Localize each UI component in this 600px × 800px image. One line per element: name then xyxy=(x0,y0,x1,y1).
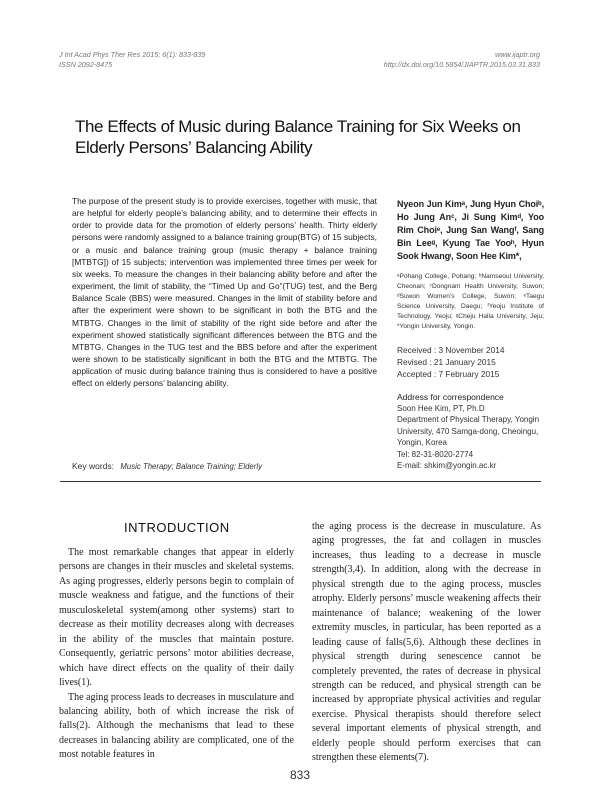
correspondence-name: Soon Hee Kim, PT, Ph.D xyxy=(397,403,485,413)
correspondence-title: Address for correspondence xyxy=(397,391,504,402)
article-title: The Effects of Music during Balance Training for Six Weeks on Elderly Persons’ Balancing Ability xyxy=(75,117,521,157)
introduction-heading: INTRODUCTION xyxy=(124,520,230,535)
correspondence-department: Department of Physical Therapy, Yongin University, 470 Samga-dong, Cheoingu, Yongin, Korea xyxy=(397,415,540,448)
revised-date: Revised : 21 January 2015 xyxy=(397,356,496,367)
correspondence-block xyxy=(397,392,544,472)
page-number: 833 xyxy=(289,768,311,782)
keywords xyxy=(72,461,262,472)
journal-header-right xyxy=(384,50,540,70)
body-paragraph: the aging process is the decrease in musculature. As aging progresses, the fat and collagen in muscles increases, thus leading to a decrease in muscle strength(3,4). In addition, along with the decrease in physical strength due to the aging process, muscles atrophy. Elderly persons’ muscle weakening affects their maintenance of balance; weakening of the lower extremity muscles, in particular, has been reported as a leading cause of falls(5,6). Although these declines in physical strength during senescence cannot be completely prevented, the rates of decrease in physical strength can be reduced, and physical strength can be increased by appropriate physical activities and regular exercise. Physical therapists should therefore select several important elements of physical strength, and elderly people should perform exercises that can strengthen these elements(7). xyxy=(312,521,541,764)
author-list: Nyeon Jun Kimᵃ, Jung Hyun Choiᵇ, Ho Jung Anᶜ, Ji Sung Kimᵈ, Yoo Rim Choiᵉ, Jung San Wangᶠ, Sang Bin Leeᵍ, Kyung Tae Yooʰ, Hyun Sook Hwangᶦ, Soon Hee Kim*, xyxy=(397,199,544,261)
journal-url[interactable]: www.ijaptr.org xyxy=(495,50,540,59)
journal-header-left xyxy=(59,50,205,70)
article-dates xyxy=(397,344,544,380)
journal-issn: ISSN 2092-8475 xyxy=(59,60,113,69)
section-divider xyxy=(60,481,541,482)
body-column-left xyxy=(59,546,294,763)
article-info-column xyxy=(397,198,544,471)
keywords-value: Music Therapy; Balance Training; Elderly xyxy=(120,462,262,471)
body-paragraph: The aging process leads to decreases in musculature and balancing ability, both of which increase the risk of falls(2). Although the mechanisms that lead to these decreases in balancing ability are complicated, one of the most notable features in xyxy=(59,691,294,761)
correspondence-email[interactable]: E-mail: shkim@yongin.ac.kr xyxy=(397,460,497,470)
accepted-date: Accepted : 7 February 2015 xyxy=(397,368,500,379)
journal-citation: J Int Acad Phys Ther Res 2015; 6(1): 833-839 xyxy=(59,50,206,59)
body-column-right xyxy=(312,520,541,766)
article-doi[interactable]: http://dx.doi.org/10.5854/JIAPTR.2015.03.31.833 xyxy=(383,60,540,69)
abstract-text: The purpose of the present study is to provide exercises, together with music, that are helpful for elderly people’s balancing ability, and to determine their effects in order to provide data for the promotion of elderly persons’ health. Thirty elderly persons were randomly assigned to a balance training group(BTG) of 15 subjects, or a music and balance training group (music therapy + balance training [MTBTG]) of 15 subjects; intervention was implemented three times per week for six weeks. To measure the changes in their balancing ability before and after the experiment, the limit of stability, the “Timed Up and Go”(TUG) test, and the Berg Balance Scale (BBS) were measured. Changes in the limit of stability before and after the experiment were shown to be significant in both the BTG and the MTBTG. Changes in the limit of stability of the right side before and after the experiment showed statistically significant differences between the BTG and the MTBTG. Changes in the TUG test and the BBS before and after the experiment were shown to be statistically significant in both the BTG and the MTBTG. The application of music during balance training thus is considered to have a positive effect on elderly persons’ balancing ability. xyxy=(72,196,377,389)
affiliations: ᵃPohang College, Pohang; ᵇNamseoul University, Cheonan; ᶜDongnam Health University, Suwon; ᵈSuwon Women’s College, Suwon; ᵉTaegu Science University, Daegu; ᶠYeoju Institute of Technology, Yeoju; ᵍCheju Halla University, Jeju; *Yongin University, Yongin. xyxy=(397,272,544,330)
keywords-label: Key words: xyxy=(72,461,115,471)
body-paragraph: The most remarkable changes that appear in elderly persons are changes in their muscles and skeletal systems. As aging progresses, elderly persons begin to complain of muscle weakness and fatigue, and the functions of their musculoskeletal system(among other systems) start to decrease as their motility decreases along with decreases in the ability of the muscles that maintain posture. Consequently, geriatric persons’ motor abilities decrease, which have direct effects on the quality of their daily lives(1). xyxy=(59,547,294,689)
correspondence-tel: Tel: 82-31-8020-2774 xyxy=(397,449,474,459)
received-date: Received : 3 November 2014 xyxy=(397,344,505,355)
